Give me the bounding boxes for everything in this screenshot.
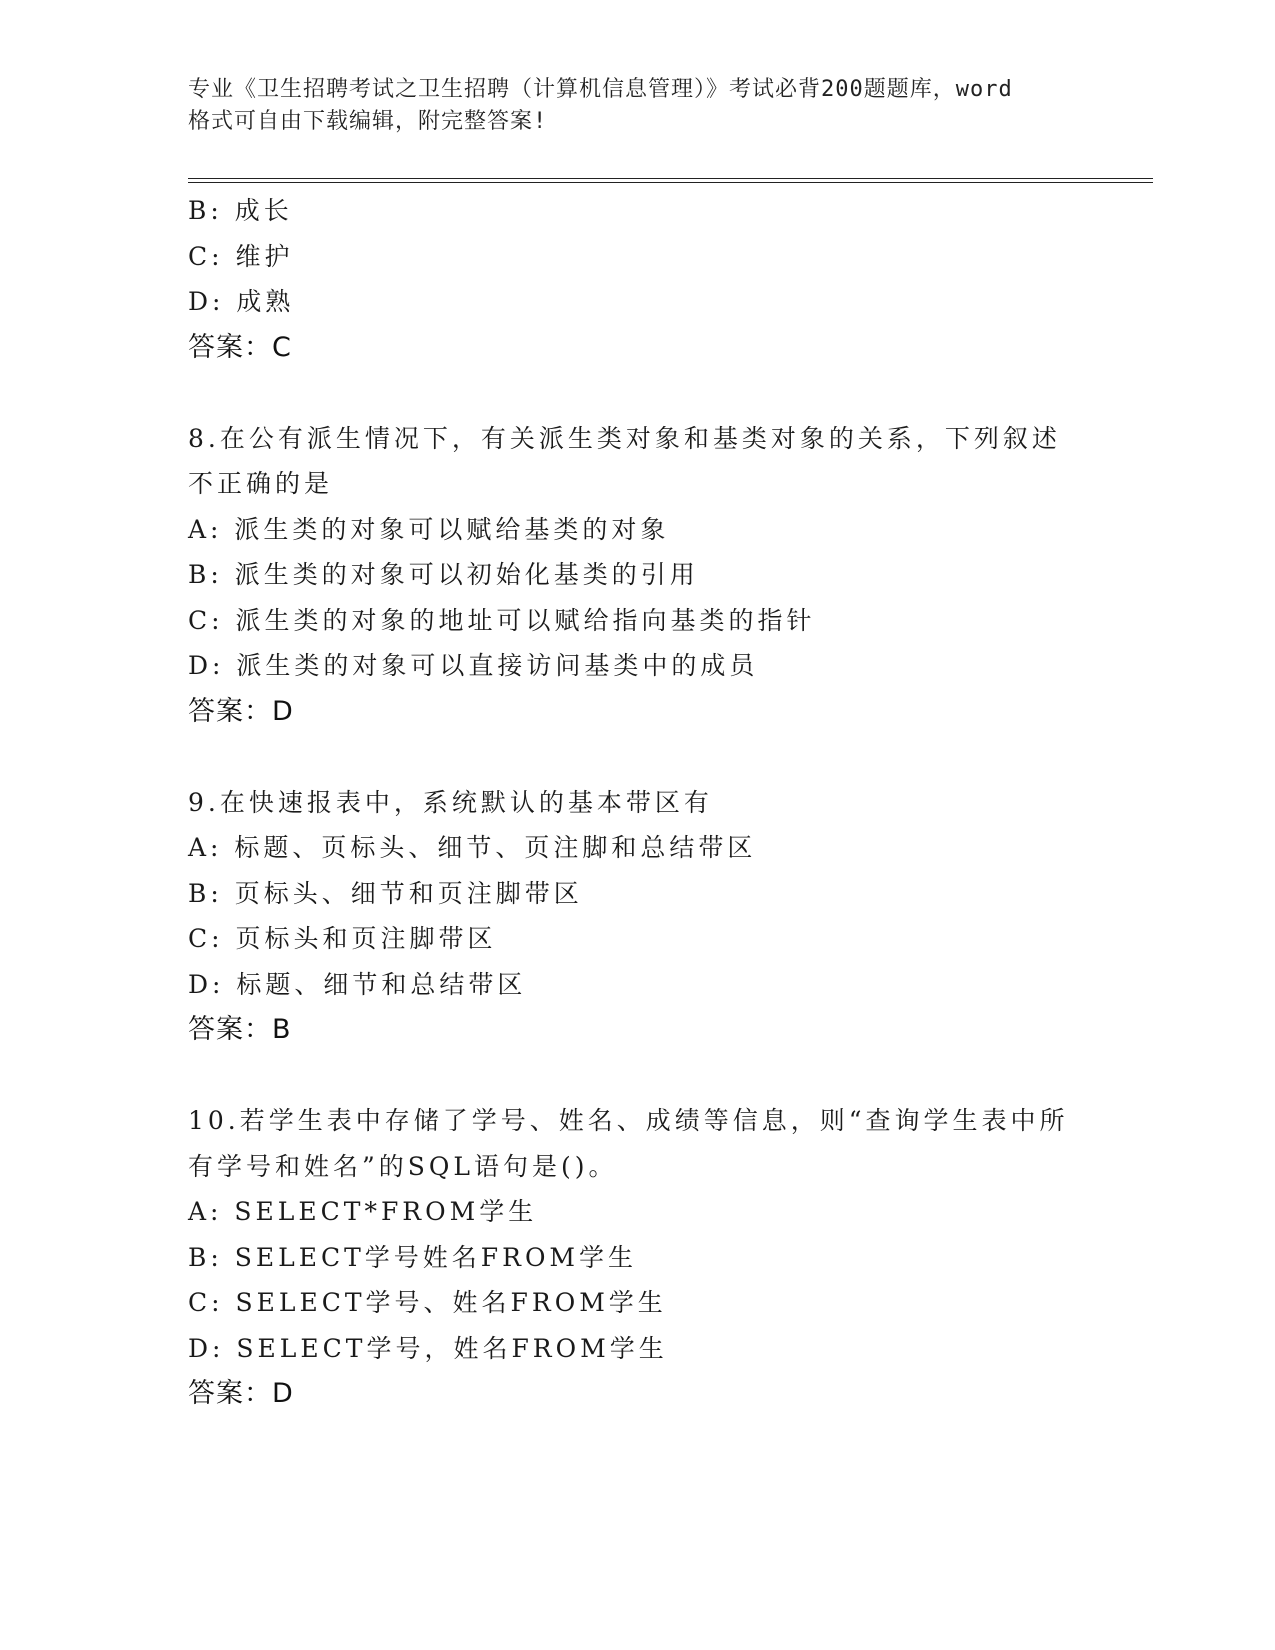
question-stem: 10.若学生表中存储了学号、姓名、成绩等信息，则“查询学生表中所	[188, 1106, 1069, 1135]
option-c: C: 派生类的对象的地址可以赋给指向基类的指针	[188, 605, 816, 635]
option-c: C: 页标头和页注脚带区	[188, 924, 497, 953]
answer-line: 答案：B	[188, 1014, 292, 1045]
option-b: B: 派生类的对象可以初始化基类的引用	[188, 560, 699, 589]
option-c: C: 维护	[188, 241, 294, 271]
question-9	[188, 780, 1088, 1053]
header-line-2: 格式可自由下载编辑，附完整答案!	[188, 109, 548, 134]
option-d: D: 标题、细节和总结带区	[188, 969, 527, 999]
option-d: D: 成熟	[188, 287, 295, 316]
question-stem-continued: 不正确的是	[188, 469, 334, 498]
answer-line: 答案：C	[188, 331, 292, 363]
option-b: B: SELECT学号姓名FROM学生	[188, 1242, 638, 1272]
option-a: A: SELECT*FROM学生	[188, 1197, 538, 1226]
question-10	[188, 1098, 1088, 1417]
option-d: D: 派生类的对象可以直接访问基类中的成员	[188, 651, 759, 680]
question-stem: 9.在快速报表中，系统默认的基本带区有	[188, 787, 713, 817]
option-d: D: SELECT学号，姓名FROM学生	[188, 1333, 668, 1363]
document-header	[188, 74, 1088, 138]
question-7-tail	[188, 188, 1088, 370]
question-8	[188, 416, 1088, 735]
option-c: C: SELECT学号、姓名FROM学生	[188, 1288, 667, 1317]
answer-line: 答案：D	[188, 1378, 294, 1409]
spacer	[188, 734, 1088, 780]
question-content	[188, 188, 1088, 1417]
option-b: B: 成长	[188, 196, 293, 225]
option-b: B: 页标头、细节和页注脚带区	[188, 878, 583, 908]
question-stem-continued: 有学号和姓名”的SQL语句是()。	[188, 1151, 618, 1181]
header-divider-bottom	[188, 182, 1153, 183]
spacer	[188, 1053, 1088, 1099]
header-line-1: 专业《卫生招聘考试之卫生招聘（计算机信息管理）》考试必背200题题库，word	[188, 77, 1013, 102]
question-stem: 8.在公有派生情况下，有关派生类对象和基类对象的关系，下列叙述	[188, 423, 1061, 453]
answer-line: 答案：D	[188, 695, 294, 727]
header-divider-top	[188, 178, 1153, 179]
option-a: A: 标题、页标头、细节、页注脚和总结带区	[188, 833, 757, 862]
spacer	[188, 370, 1088, 416]
option-a: A: 派生类的对象可以赋给基类的对象	[188, 514, 670, 544]
